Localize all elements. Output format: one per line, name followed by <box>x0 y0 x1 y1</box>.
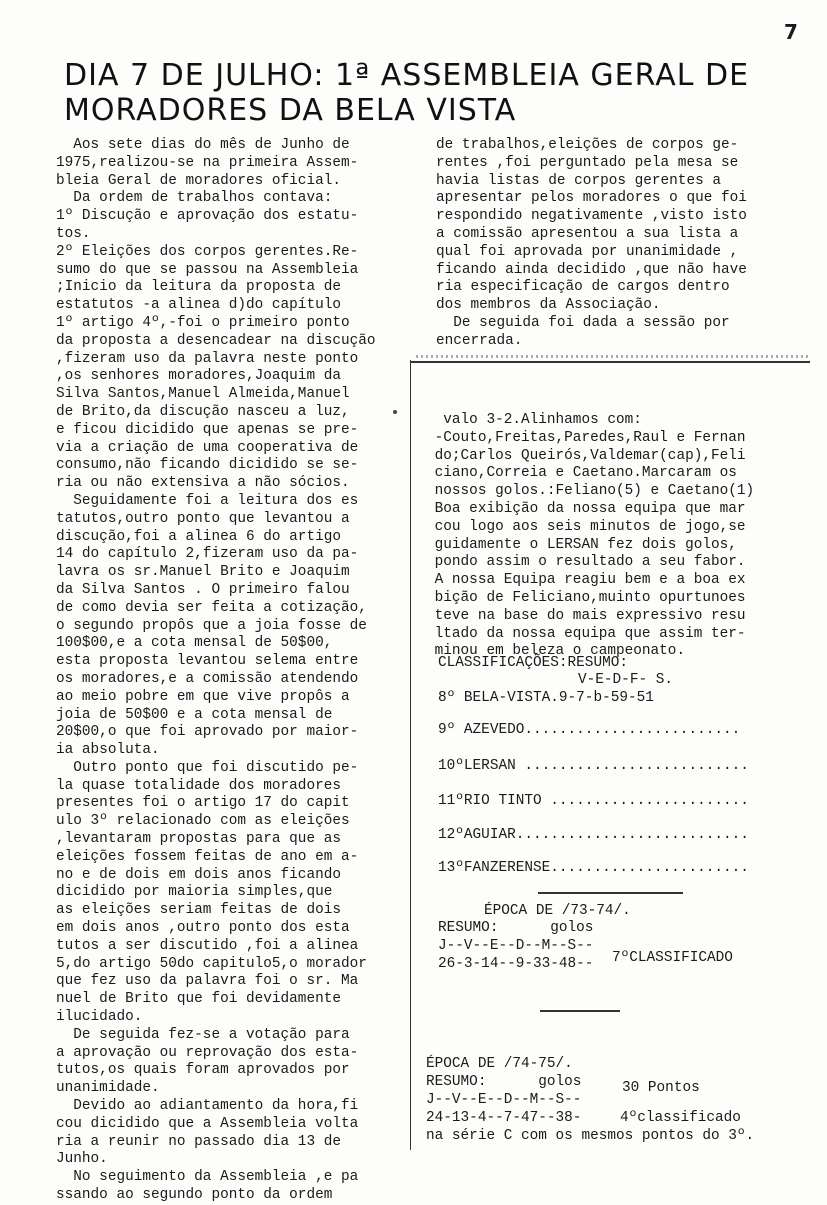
text-line: Aos sete dias do mês de Junho de <box>56 137 350 153</box>
text-line: -Couto,Freitas,Paredes,Raul e Fernan <box>426 429 746 446</box>
season-1-columns: J--V--E--D--M--S-- <box>438 938 594 954</box>
text-line: em dois anos ,outro ponto dos esta <box>56 920 350 937</box>
text-line: tutos a ser discutido ,foi a alinea <box>56 937 359 954</box>
text-line: no e de dois em dois anos ficando <box>56 866 341 883</box>
text-line: minou em beleza o campeonato. <box>426 643 686 660</box>
text-line: 1975,realizou-se na primeira Assem- <box>56 154 359 171</box>
text-line: ,os senhores moradores,Joaquim da <box>56 368 341 385</box>
season-2-note: na série C com os mesmos pontos do 3º. <box>426 1128 755 1144</box>
text-line: A nossa Equipa reagiu bem e a boa ex <box>426 572 746 589</box>
right-bottom-text <box>426 412 816 661</box>
title-line-1: DIA 7 DE JULHO: 1ª ASSEMBLEIA GERAL DE <box>64 58 750 93</box>
text-line: pondo assim o resultado a seu fabor. <box>426 554 746 571</box>
text-line: sumo do que se passou na Assembleia <box>56 261 359 278</box>
text-line: 1º artigo 4º,-foi o primeiro ponto <box>56 314 350 331</box>
separator-line <box>540 1010 620 1012</box>
text-line: o segundo propôs que a joia fosse de <box>56 617 367 634</box>
text-line: bição de Feliciano,muinto opurtunoes <box>426 589 746 606</box>
text-line: ria ou não extensiva a não sócios. <box>56 475 350 492</box>
title-line-2: MORADORES DA BELA VISTA <box>64 93 517 128</box>
season-1-resumo: RESUMO: golos <box>438 920 594 936</box>
standings-row: 12ºAGUIAR........................... <box>438 827 749 843</box>
season-1-place: 7ºCLASSIFICADO <box>612 950 733 966</box>
text-line: apresentar pelos moradores o que foi <box>436 190 747 207</box>
text-line: ulo 3º relacionado com as eleições <box>56 813 350 830</box>
standings-row: 11ºRIO TINTO ....................... <box>438 793 749 809</box>
text-line: de como devia ser feita a cotização, <box>56 599 367 616</box>
text-line: da Silva Santos . O primeiro falou <box>56 581 350 598</box>
text-line: e ficou dicidido que apenas se pre- <box>56 421 359 438</box>
text-line: Devido ao adiantamento da hora,fi <box>56 1098 359 1115</box>
text-line: a comissão apresentou a sua lista a <box>436 225 739 242</box>
divider-dotted <box>416 355 811 358</box>
season-2-title: ÉPOCA DE /74-75/. <box>426 1056 573 1072</box>
text-line: unanimidade. <box>56 1080 160 1097</box>
text-line: dicidido por maioria simples,que <box>56 884 333 901</box>
text-line: rentes ,foi perguntado pela mesa se <box>436 154 739 171</box>
text-line: Boa exibição da nossa equipa que mar <box>426 500 746 517</box>
text-line: lavra os sr.Manuel Brito e Joaquim <box>56 564 350 581</box>
text-line: ,fizeram uso da palavra neste ponto <box>56 350 359 367</box>
text-line: a aprovação ou reprovação dos esta- <box>56 1044 359 1061</box>
text-line: 14 do capítulo 2,fizeram uso da pa- <box>56 546 359 563</box>
text-line: da proposta a desencadear na discução <box>56 332 376 349</box>
text-line: os moradores,e a comissão atendendo <box>56 670 359 687</box>
text-line: No seguimento da Assembleia ,e pa <box>56 1169 359 1186</box>
standings-row: 8º BELA-VISTA.9-7-b-59-51 <box>438 690 654 706</box>
text-line: cou dicidido que a Assembleia volta <box>56 1115 359 1132</box>
text-line: tutos,os quais foram aprovados por <box>56 1062 350 1079</box>
text-line: 2º Eleições dos corpos gerentes.Re- <box>56 243 359 260</box>
text-line: cou logo aos seis minutos de jogo,se <box>426 518 746 535</box>
text-line: Da ordem de trabalhos contava: <box>56 190 333 207</box>
season-2-points: 30 Pontos <box>622 1080 700 1096</box>
text-line: guidamente o LERSAN fez dois golos, <box>426 536 737 553</box>
standings-columns: V-E-D-F- S. <box>578 672 673 688</box>
text-line: 5,do artigo 50do capitulo5,o morador <box>56 955 367 972</box>
text-line: ficando ainda decidido ,que não have <box>436 261 747 278</box>
text-line: ao meio pobre em que vive propôs a <box>56 688 350 705</box>
text-line: de trabalhos,eleições de corpos ge- <box>436 137 739 153</box>
text-line: estatutos -a alinea d)do capítulo <box>56 297 341 314</box>
text-line: 20$00,o que foi aprovado por maior- <box>56 724 359 741</box>
text-line: ciano,Correia e Caetano.Marcaram os <box>426 465 737 482</box>
divider-horizontal <box>410 361 810 363</box>
text-line: do;Carlos Queirós,Valdemar(cap),Feli <box>426 447 746 464</box>
text-line: 100$00,e a cota mensal de 50$00, <box>56 635 333 652</box>
text-line: valo 3-2.Alinhamos com: <box>426 412 642 428</box>
page-number: 7 <box>784 20 798 44</box>
text-line: 1º Discução e aprovação dos estatu- <box>56 208 359 225</box>
text-line: joia de 50$00 e a cota mensal de <box>56 706 333 723</box>
text-line: encerrada. <box>436 332 523 349</box>
standings-header: CLASSIFICAÇÕES:RESUMO: <box>438 655 628 671</box>
text-line: esta proposta levantou selema entre <box>56 653 359 670</box>
season-2-values: 24-13-4--7-47--38- <box>426 1110 582 1126</box>
season-1-title: ÉPOCA DE /73-74/. <box>484 903 631 919</box>
season-1-values: 26-3-14--9-33-48-- <box>438 956 594 972</box>
text-line: qual foi aprovada por unanimidade , <box>436 243 739 260</box>
text-line: Outro ponto que foi discutido pe- <box>56 759 359 776</box>
text-line: nossos golos.:Feliano(5) e Caetano(1) <box>426 483 755 500</box>
divider-vertical <box>410 360 411 1150</box>
season-2-columns: J--V--E--D--M--S-- <box>426 1092 582 1108</box>
text-line: que fez uso da palavra foi o sr. Ma <box>56 973 359 990</box>
text-line: De seguida foi dada a sessão por <box>436 314 730 331</box>
text-line: Silva Santos,Manuel Almeida,Manuel <box>56 386 350 403</box>
text-line: ia absoluta. <box>56 742 160 759</box>
page-title <box>64 58 794 128</box>
text-line: ria especificação de cargos dentro <box>436 279 730 296</box>
text-line: Junho. <box>56 1151 108 1168</box>
text-line: la quase totalidade dos moradores <box>56 777 341 794</box>
text-line: presentes foi o artigo 17 do capit <box>56 795 350 812</box>
text-line: discução,foi a alinea 6 do artigo <box>56 528 341 545</box>
text-line: ilucidado. <box>56 1009 143 1026</box>
text-line: havia listas de corpos gerentes a <box>436 172 721 189</box>
text-line: dos membros da Associação. <box>436 297 661 314</box>
right-top-text <box>436 137 816 351</box>
left-column-text <box>56 137 406 1205</box>
text-line: teve na base do mais expressivo resu <box>426 607 746 624</box>
text-line: nuel de Brito que foi devidamente <box>56 991 341 1008</box>
text-line: ssando ao segundo ponto da ordem <box>56 1187 333 1204</box>
text-line: Seguidamente foi a leitura dos es <box>56 492 359 509</box>
text-line: respondido negativamente ,visto isto <box>436 208 747 225</box>
punch-mark <box>393 410 397 414</box>
standings-row: 9º AZEVEDO......................... <box>438 722 741 738</box>
text-line: eleições fossem feitas de ano em a- <box>56 848 359 865</box>
text-line: tatutos,outro ponto que levantou a <box>56 510 350 527</box>
text-line: consumo,não ficando dicidido se se- <box>56 457 359 474</box>
text-line: ;Inicio da leitura da proposta de <box>56 279 341 296</box>
text-line: ,levantaram propostas para que as <box>56 831 341 848</box>
text-line: via a criação de uma cooperativa de <box>56 439 359 456</box>
text-line: ltado da nossa equipa que assim ter- <box>426 625 746 642</box>
season-2-resumo: RESUMO: golos <box>426 1074 582 1090</box>
text-line: ria a reunir no passado dia 13 de <box>56 1133 341 1150</box>
text-line: bleia Geral de moradores oficial. <box>56 172 341 189</box>
text-line: as eleições seriam feitas de dois <box>56 902 341 919</box>
standings-row: 13ºFANZERENSE....................... <box>438 860 749 876</box>
separator-line <box>538 892 683 894</box>
text-line: de Brito,da discução nasceu a luz, <box>56 403 350 420</box>
text-line: De seguida fez-se a votação para <box>56 1026 350 1043</box>
season-2-place: 4ºclassificado <box>620 1110 741 1126</box>
standings-row: 10ºLERSAN .......................... <box>438 758 749 774</box>
text-line: tos. <box>56 225 91 242</box>
